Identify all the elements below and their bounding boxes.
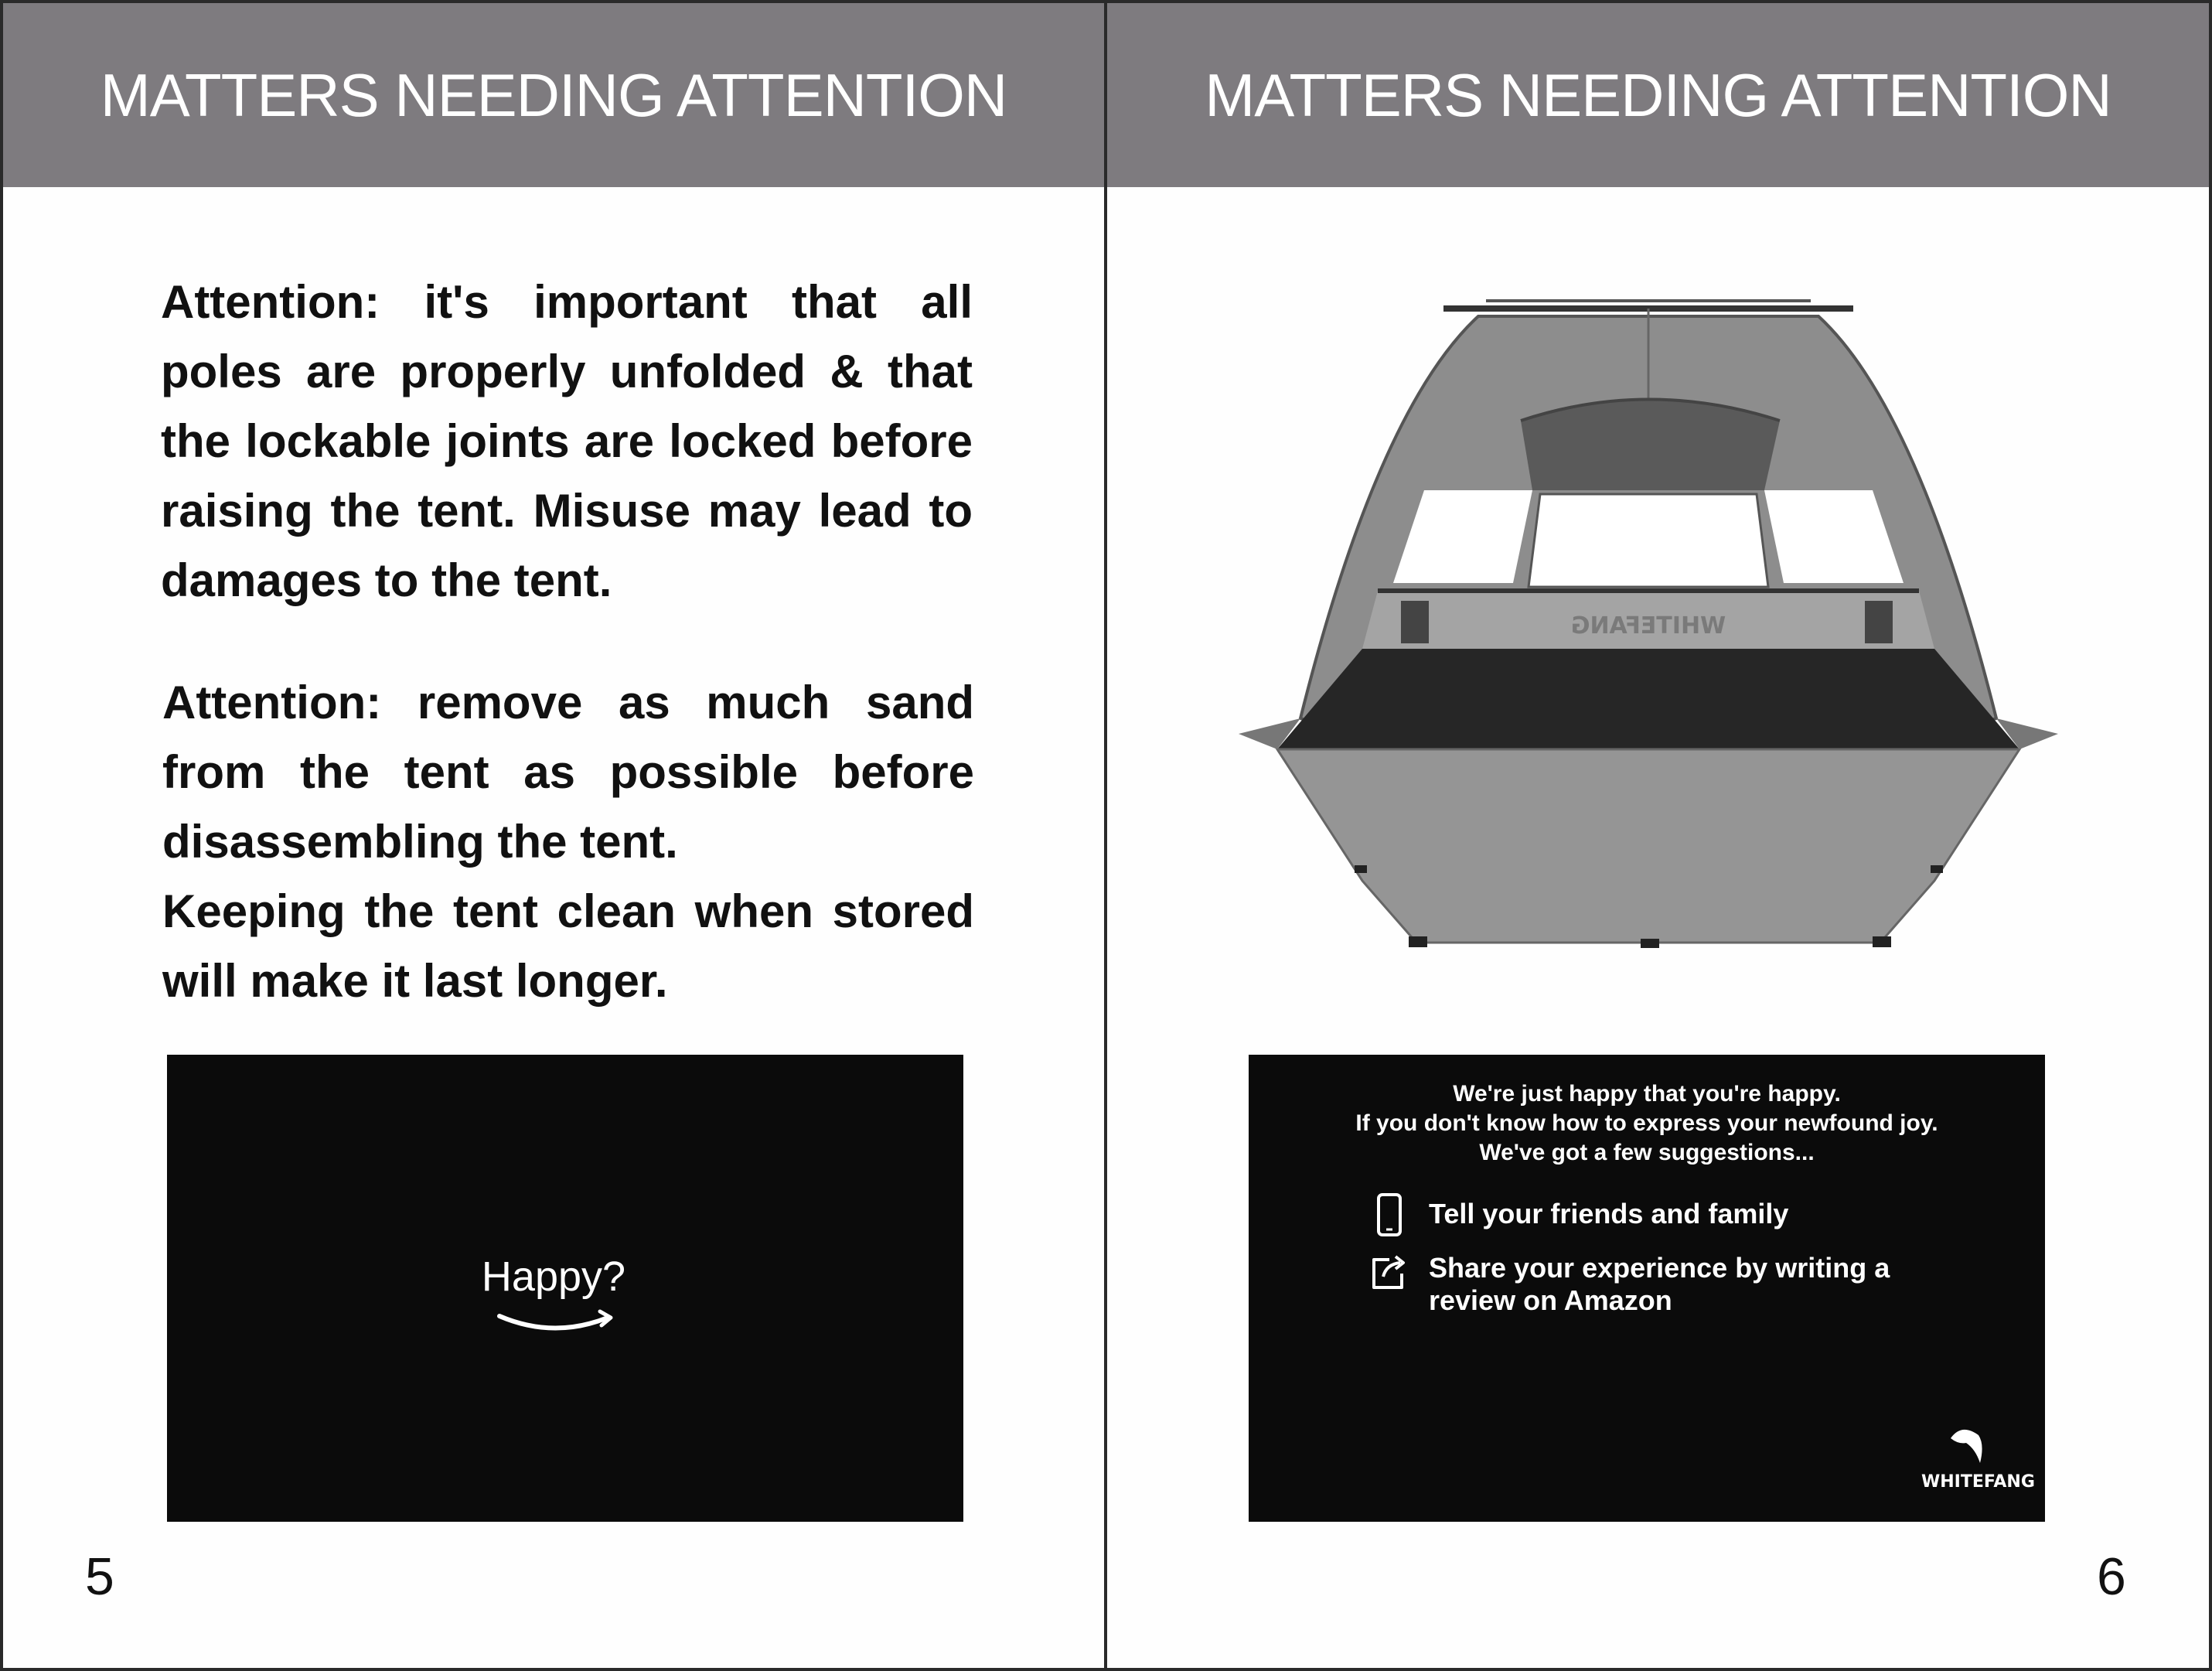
review-card: [1249, 1055, 2045, 1522]
card-message-line: If you don't know how to express your newfound joy.: [1355, 1110, 1938, 1136]
smile-arrow-icon: [492, 1307, 623, 1345]
happy-card: [167, 1055, 963, 1522]
brand-name: WHITEFANG: [1921, 1472, 2035, 1492]
page-header: [3, 3, 1104, 187]
page-number: 6: [2097, 1547, 2126, 1606]
storage-text: Keeping the tent clean when stored will make it last longer.: [162, 885, 974, 1007]
page-header-text: MATTERS NEEDING ATTENTION: [1205, 60, 2111, 129]
tent-brand-print: WHITEFANG: [1570, 612, 1726, 639]
suggestion-write-review: Share your experience by writing a review on Amazon: [1429, 1252, 1890, 1316]
card-message-line: We've got a few suggestions...: [1479, 1140, 1815, 1165]
tent-image: [1223, 285, 2074, 966]
happy-logo: [476, 1253, 631, 1301]
share-icon: [1368, 1250, 1411, 1294]
phone-icon: [1375, 1192, 1403, 1237]
card-message-line: We're just happy that you're happy.: [1453, 1081, 1841, 1107]
page-header: [1107, 3, 2209, 187]
attention-text: Attention: remove as much sand from the tent as possible before disassembling the tent.: [162, 677, 974, 868]
suggestion-tell-friends: Tell your friends and family: [1429, 1198, 1789, 1229]
attention-note-sand: [162, 668, 974, 1016]
happy-logo-text: Happy?: [481, 1253, 626, 1300]
attention-text: Attention: it's important that all poles are properly unfolded & that the lockable joints are locked before raising the tent. Misuse may lead to damages to the tent.: [161, 276, 973, 606]
page-number: 5: [85, 1547, 114, 1606]
attention-note-poles: [161, 268, 973, 616]
whitefang-logo-icon: [1944, 1421, 1991, 1468]
left-page: [0, 0, 1104, 1671]
right-page: [1104, 0, 2212, 1671]
page-header-text: MATTERS NEEDING ATTENTION: [100, 60, 1007, 129]
